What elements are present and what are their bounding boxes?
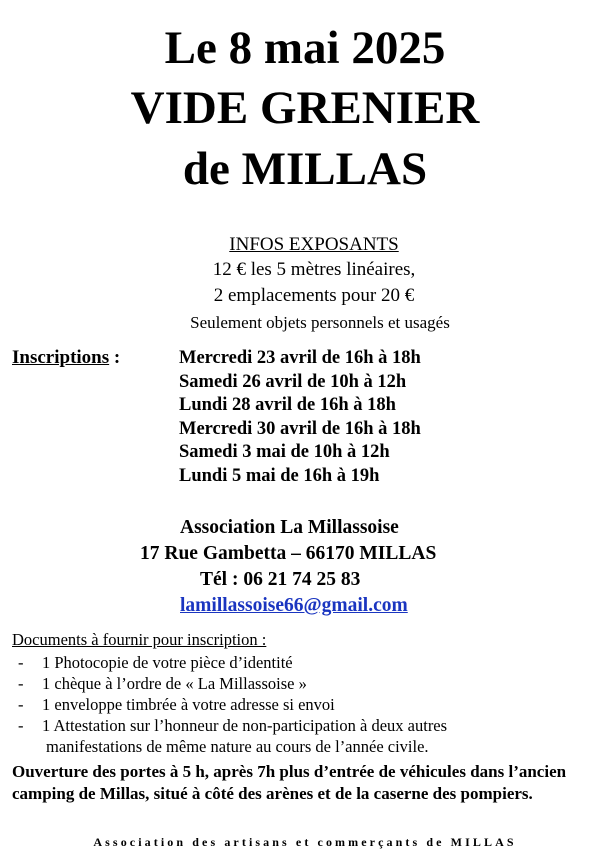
schedule-item: Samedi 26 avril de 10h à 12h <box>179 371 407 392</box>
documents-heading: Documents à fournir pour inscription : <box>12 630 267 649</box>
schedule-item: Mercredi 30 avril de 16h à 18h <box>179 418 421 439</box>
association-name: Association La Millassoise <box>180 517 399 538</box>
document-item <box>14 694 447 715</box>
event-name-title: VIDE GRENIER <box>130 82 480 134</box>
dash-bullet: - <box>18 716 24 735</box>
price-per-5m-text: 12 € les 5 mètres linéaires, <box>212 259 416 280</box>
dash-bullet: - <box>18 695 24 714</box>
schedule-item: Lundi 28 avril de 16h à 18h <box>179 395 396 415</box>
association-email-link[interactable]: lamillassoise66@gmail.com <box>180 595 408 616</box>
document-item-continuation: manifestations de même nature au cours de l’année civile. <box>46 737 429 756</box>
inscriptions-label-colon: : <box>109 347 121 368</box>
document-item-text: 1 Photocopie de votre pièce d’identité <box>42 653 293 672</box>
inscriptions-label <box>12 347 120 369</box>
dash-bullet: - <box>18 653 24 672</box>
schedule-item: Samedi 3 mai de 10h à 12h <box>179 442 390 462</box>
association-phone: Tél : 06 21 74 25 83 <box>200 569 361 590</box>
opening-notice: Ouverture des portes à 5 h, après 7h plus d’entrée de véhicules dans l’ancien camping de Millas, situé à côté des arènes et de la caserne des pompiers. <box>12 762 567 803</box>
document-item-text: 1 enveloppe timbrée à votre adresse si envoi <box>42 695 335 714</box>
footer-organizer: Association des artisans et commerçants de MILLAS <box>93 835 517 849</box>
documents-list <box>14 652 447 757</box>
event-location-title: de MILLAS <box>182 143 428 195</box>
document-item <box>14 673 447 694</box>
exhibitor-info-heading: INFOS EXPOSANTS <box>229 234 399 255</box>
schedule-item: Lundi 5 mai de 16h à 19h <box>179 465 380 486</box>
schedule-item: Mercredi 23 avril de 16h à 18h <box>179 348 421 368</box>
event-date-title: Le 8 mai 2025 <box>164 22 446 74</box>
document-item-text: 1 chèque à l’ordre de « La Millassoise » <box>42 674 307 693</box>
registration-schedule <box>179 347 421 488</box>
document-item <box>14 715 447 736</box>
two-spots-price-text: 2 emplacements pour 20 € <box>213 285 415 306</box>
document-item <box>14 652 447 673</box>
association-address: 17 Rue Gambetta – 66170 MILLAS <box>140 543 437 564</box>
inscriptions-label-text: Inscriptions <box>12 347 110 368</box>
document-item-text: 1 Attestation sur l’honneur de non-participation à deux autres <box>42 716 448 735</box>
dash-bullet: - <box>18 674 24 693</box>
personal-items-note: Seulement objets personnels et usagés <box>190 313 450 332</box>
